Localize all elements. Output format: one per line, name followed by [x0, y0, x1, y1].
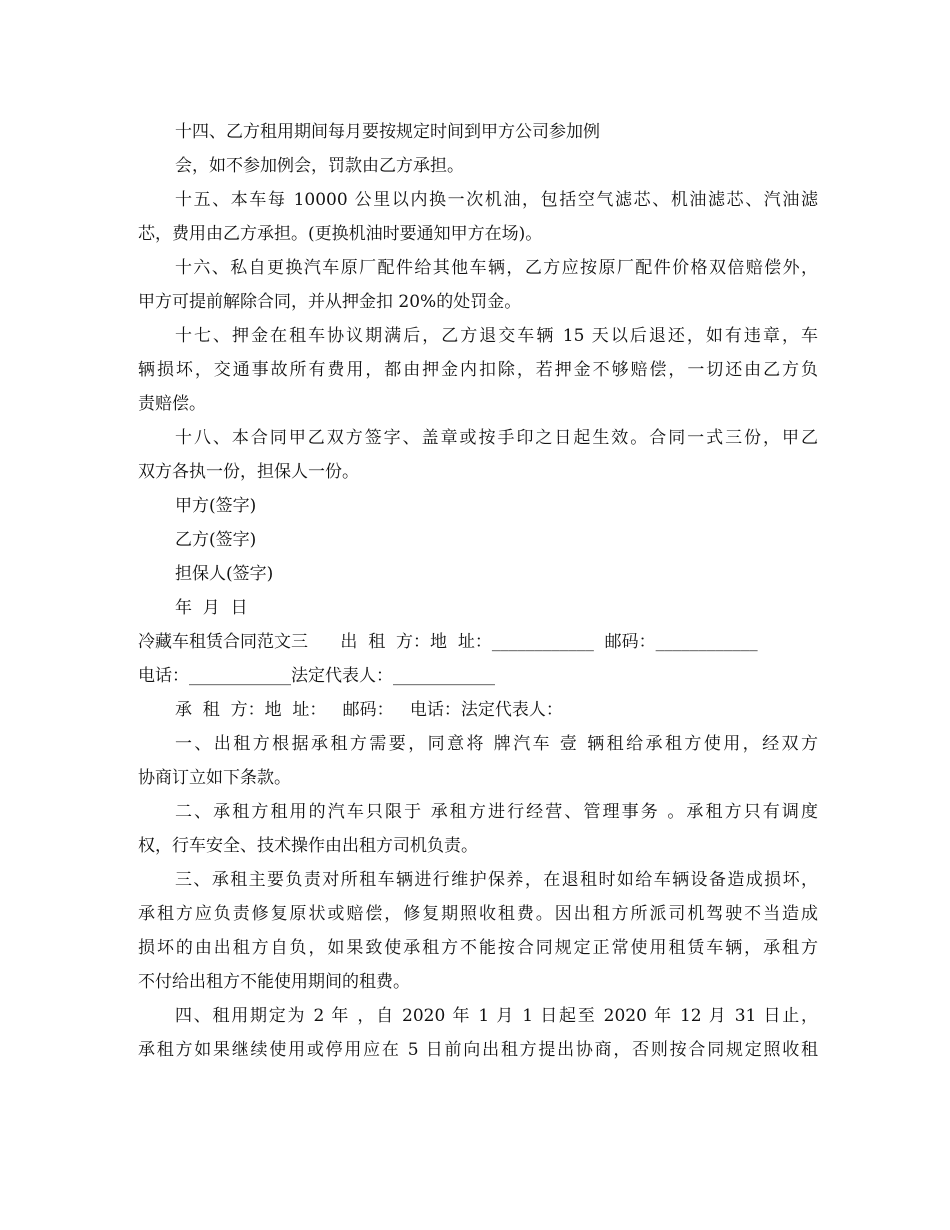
- document-body: [138, 115, 818, 1067]
- text-line: 协商订立如下条款。: [138, 768, 291, 788]
- text-line: 十七、押金在租车协议期满后，乙方退交车辆 15 天以后退还，如有违章，车: [175, 326, 818, 346]
- text-line: 权，行车安全、技术操作由出租方司机负责。: [138, 836, 478, 856]
- text-line: 辆损坏，交通事故所有费用，都由押金内扣除，若押金不够赔偿，一切还由乙方负: [138, 360, 818, 380]
- text-line: 四、租用期定为 2 年 ，自 2020 年 1 月 1 日起至 2020 年 12 月 31 日止，: [175, 1006, 818, 1026]
- text-line: 承租方应负责修复原状或赔偿，修复期照收租费。因出租方所派司机驾驶不当造成: [138, 904, 818, 924]
- text-line: 会，如不参加例会，罚款由乙方承担。: [175, 156, 464, 176]
- text-line: 乙方(签字): [175, 530, 257, 550]
- text-line: 十六、私自更换汽车原厂配件给其他车辆，乙方应按原厂配件价格双倍赔偿外，: [175, 258, 818, 278]
- text-line: 十四、乙方租用期间每月要按规定时间到甲方公司参加例: [175, 122, 600, 142]
- text-line: 损坏的由出租方自负，如果致使承租方不能按合同规定正常使用租赁车辆，承租方: [138, 938, 818, 958]
- text-line: 冷藏车租赁合同范文三 出 租 方：地 址：____________ 邮码：____________: [138, 632, 758, 652]
- text-line: 不付给出租方不能使用期间的租费。: [138, 972, 410, 992]
- text-line: 十五、本车每 10000 公里以内换一次机油，包括空气滤芯、机油滤芯、汽油滤: [175, 190, 818, 210]
- text-line: 担保人(签字): [175, 564, 274, 584]
- text-line: 三、承租主要负责对所租车辆进行维护保养，在退租时如给车辆设备造成损坏，: [175, 870, 818, 890]
- text-line: 十八、本合同甲乙双方签字、盖章或按手印之日起生效。合同一式三份，甲乙: [175, 428, 818, 448]
- text-line: 二、承租方租用的汽车只限于 承租方进行经营、管理事务 。承租方只有调度: [175, 802, 818, 822]
- text-line: 年 月 日: [175, 598, 248, 618]
- text-line: 承租方如果继续使用或停用应在 5 日前向出租方提出协商，否则按合同规定照收租: [138, 1040, 818, 1060]
- text-line: 承 租 方：地 址： 邮码： 电话：法定代表人：: [175, 700, 563, 720]
- text-line: 一、出租方根据承租方需要，同意将 牌汽车 壹 辆租给承租方使用，经双方: [175, 734, 818, 754]
- text-line: 芯，费用由乙方承担。(更换机油时要通知甲方在场)。: [138, 224, 543, 244]
- text-line: 双方各执一份，担保人一份。: [138, 462, 359, 482]
- text-line: 责赔偿。: [138, 394, 206, 414]
- text-line: 甲方(签字): [175, 496, 257, 516]
- text-line: 电话：____________法定代表人：____________: [138, 666, 495, 686]
- text-line: 甲方可提前解除合同，并从押金扣 20%的处罚金。: [138, 292, 522, 312]
